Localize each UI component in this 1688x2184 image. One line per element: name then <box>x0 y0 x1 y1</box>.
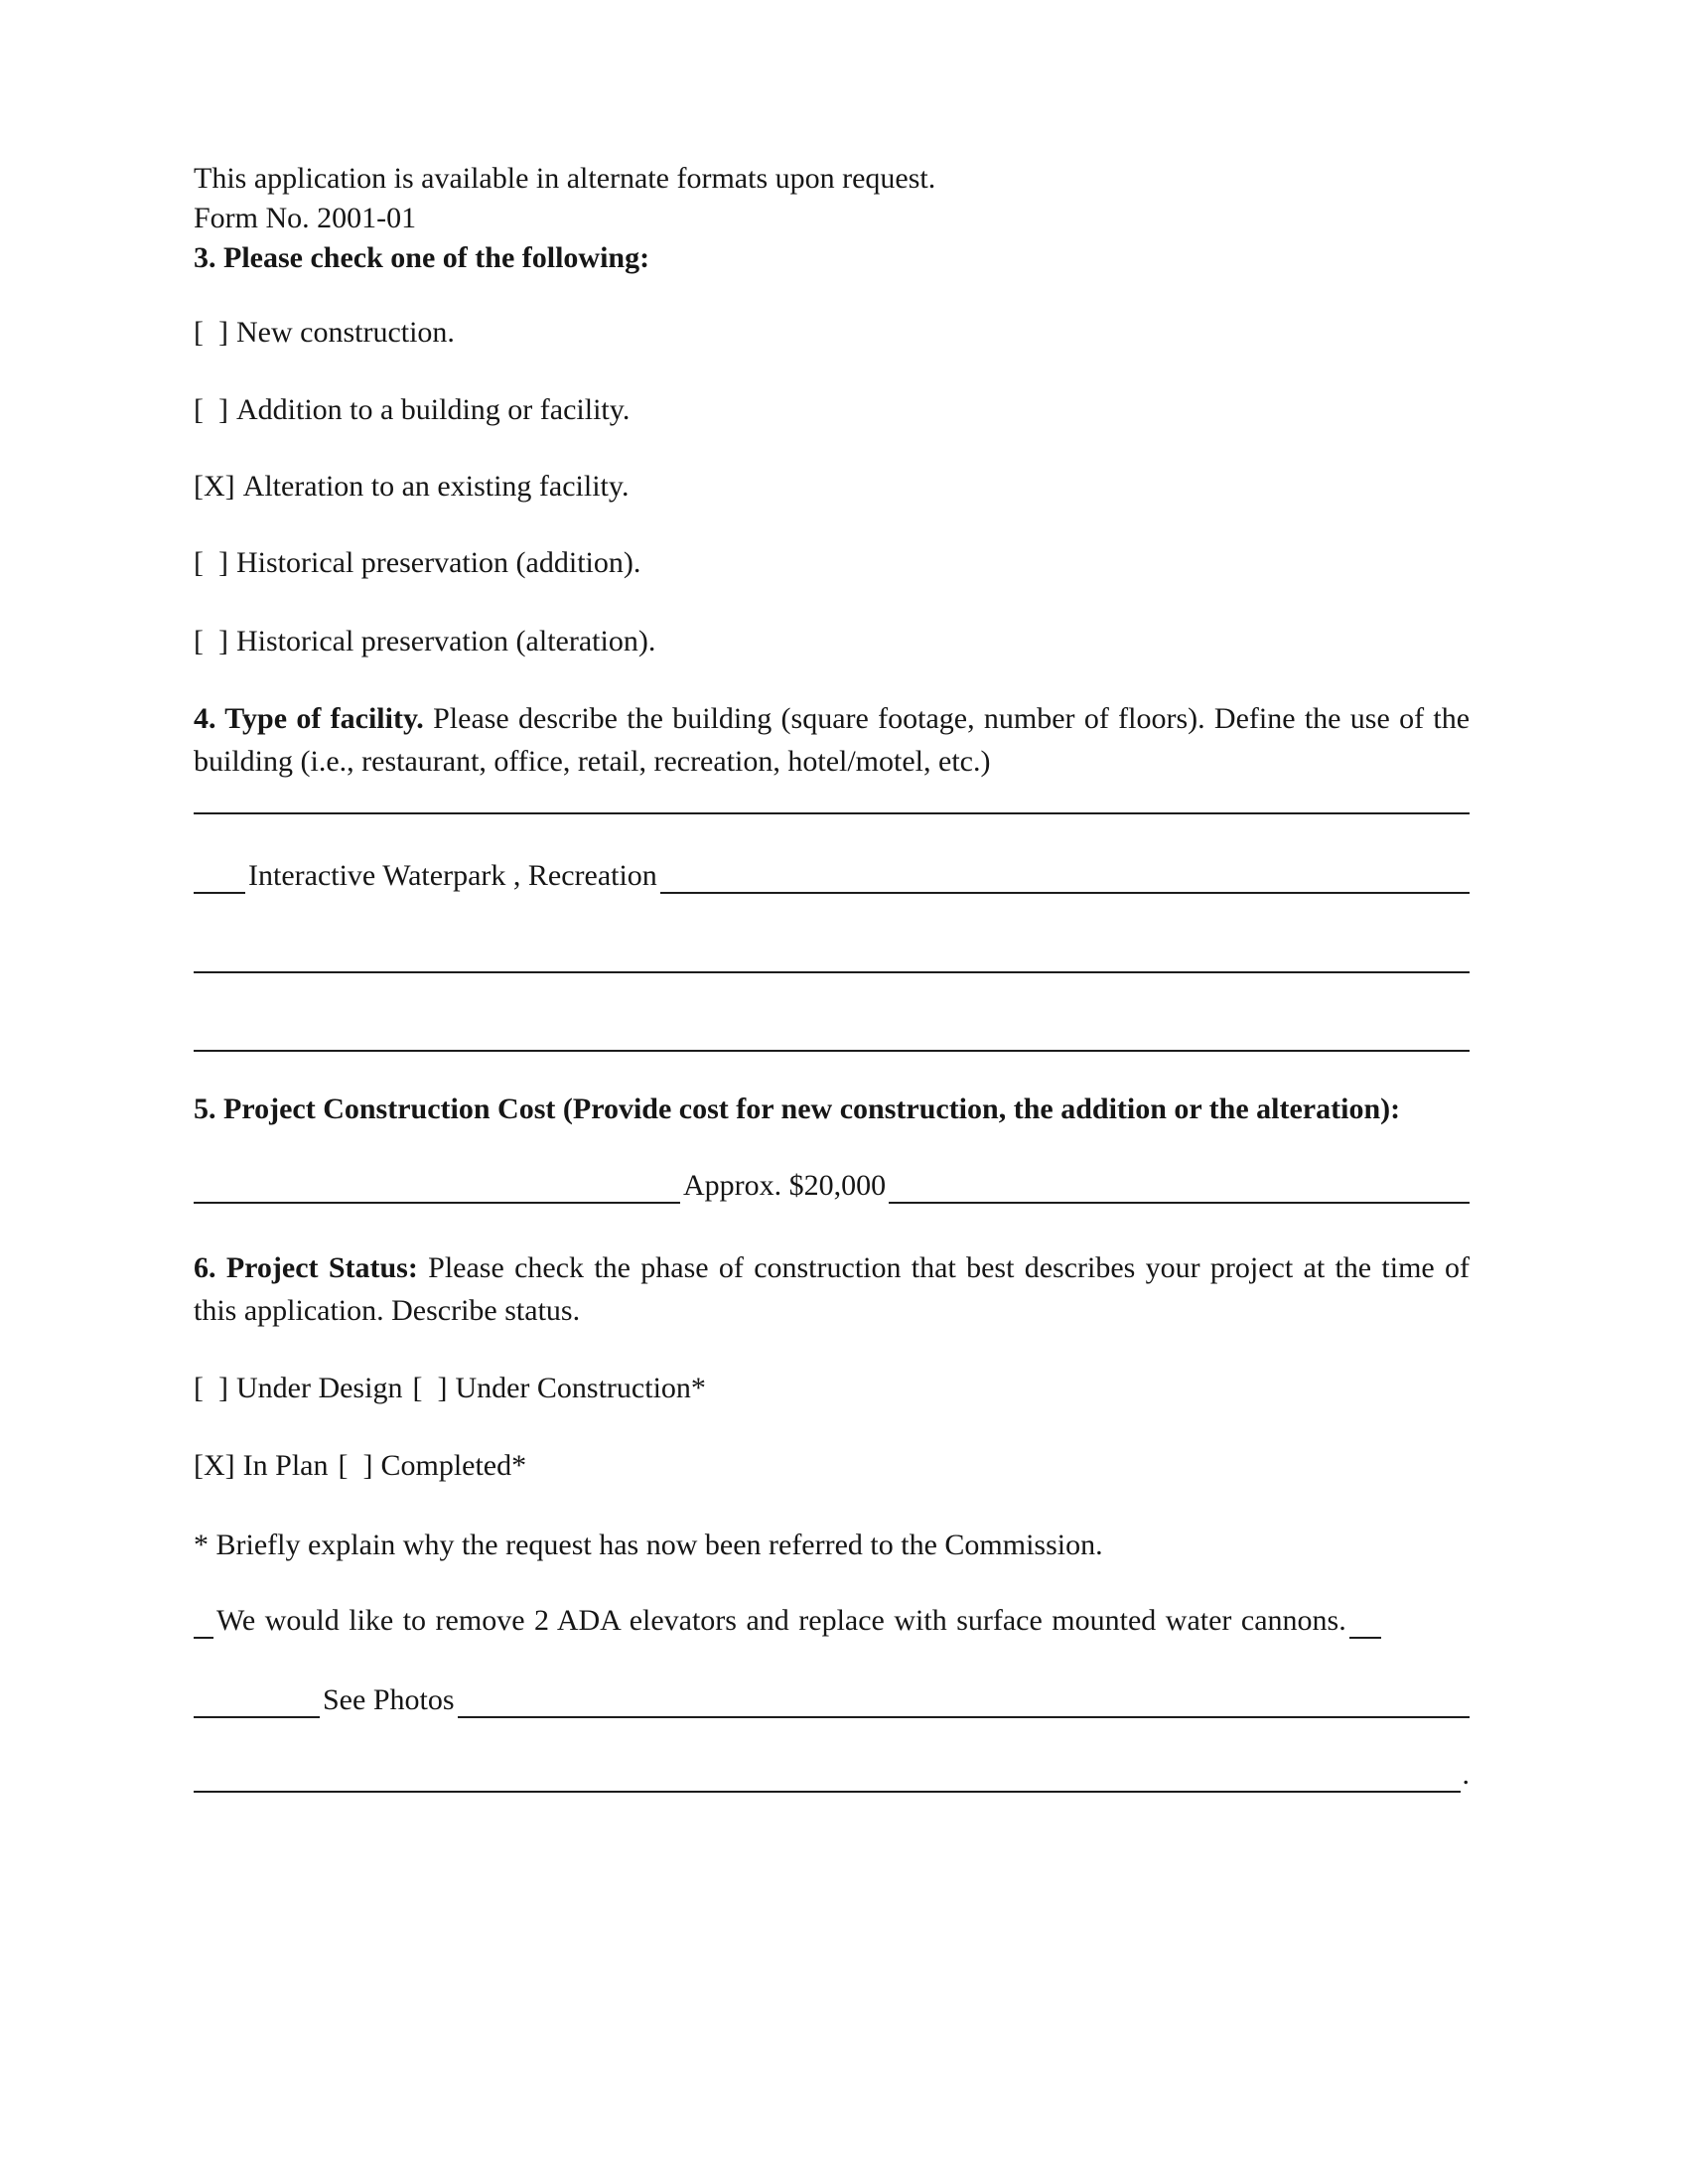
checkbox-option-historical-addition[interactable] <box>194 543 1470 583</box>
alt-formats-note: This application is available in alternate formats upon request. <box>194 162 936 195</box>
underline-lead <box>194 1168 680 1204</box>
checkbox-icon[interactable]: [ ] <box>194 316 228 349</box>
explanation-value: We would like to remove 2 ADA elevators and replace with surface mounted water cannons. <box>216 1604 1346 1637</box>
checkbox-icon[interactable]: [ ] <box>194 625 228 657</box>
blank-answer-line[interactable] <box>194 1050 1470 1052</box>
blank-answer-line[interactable] <box>194 812 1470 814</box>
underline-lead <box>194 1682 320 1718</box>
section6-heading <box>194 1246 1470 1332</box>
blank-answer-line-bottom[interactable] <box>194 1757 1470 1793</box>
checkbox-label: Under Design <box>235 1372 403 1404</box>
checkbox-label: Under Construction* <box>455 1372 706 1404</box>
section4-heading-bold: Type of facility. <box>224 702 424 735</box>
see-photos-value: See Photos <box>323 1683 455 1716</box>
form-number: Form No. 2001-01 <box>194 202 417 234</box>
checkbox-option-addition[interactable] <box>194 390 1470 430</box>
section4-heading <box>194 697 1470 783</box>
checkbox-label: Historical preservation (addition). <box>235 546 641 579</box>
section6-number: 6. <box>194 1251 216 1284</box>
facility-type-field[interactable] <box>194 858 1470 894</box>
underline-trail <box>1349 1603 1381 1639</box>
checkbox-checked-icon[interactable]: [X] <box>194 1449 235 1482</box>
section5-heading <box>194 1088 1470 1130</box>
underline-fill <box>458 1682 1470 1718</box>
checkbox-option-historical-alteration[interactable] <box>194 622 1470 661</box>
underline-lead <box>194 1603 213 1639</box>
checkbox-checked-icon[interactable]: [X] <box>194 470 235 503</box>
construction-cost-field[interactable] <box>194 1168 1470 1204</box>
section4-heading-rest: Please describe the building (square footage, number of floors). Define the use of the building (i.e., restaurant, office, retail, recreation, hotel/motel, etc.) <box>194 702 1471 778</box>
checkbox-icon[interactable]: [ ] <box>412 1372 448 1404</box>
checkbox-icon[interactable]: [ ] <box>194 393 228 426</box>
section3-heading <box>194 238 1470 278</box>
checkbox-option-new-construction[interactable] <box>194 313 1470 353</box>
section3-heading-text: Please check one of the following: <box>223 241 650 274</box>
section5-heading-bold: Project Construction Cost (Provide cost for new construction, the addition or the alteration): <box>223 1092 1401 1125</box>
checkbox-label: Addition to a building or facility. <box>235 393 631 426</box>
underline-fill <box>889 1168 1470 1204</box>
footnote-text: * Briefly explain why the request has now been referred to the Commission. <box>194 1529 1103 1561</box>
checkbox-label: New construction. <box>235 316 455 349</box>
status-row-design-construction <box>194 1369 1470 1408</box>
section5-number: 5. <box>194 1092 216 1125</box>
construction-cost-value: Approx. $20,000 <box>683 1169 887 1202</box>
checkbox-label: Historical preservation (alteration). <box>235 625 656 657</box>
underline-fill <box>660 858 1470 894</box>
checkbox-option-alteration[interactable] <box>194 467 1470 507</box>
section4-number: 4. <box>194 702 216 735</box>
checkbox-label: Completed* <box>380 1449 527 1482</box>
blank-answer-line[interactable] <box>194 971 1470 973</box>
section3-number: 3. <box>194 241 216 274</box>
explanation-field[interactable] <box>194 1603 1470 1639</box>
facility-type-value: Interactive Waterpark , Recreation <box>248 859 657 892</box>
section6-heading-bold: Project Status: <box>225 1251 418 1284</box>
checkbox-icon[interactable]: [ ] <box>194 1372 228 1404</box>
trailing-period: . <box>1462 1758 1470 1791</box>
section6-heading-rest: Please check the phase of construction that best describes your project at the time of this application. Describe status. <box>194 1251 1471 1327</box>
status-row-plan-completed <box>194 1446 1470 1486</box>
header <box>194 159 1470 278</box>
underline-fill <box>194 1757 1461 1793</box>
underline-lead <box>194 858 245 894</box>
checkbox-icon[interactable]: [ ] <box>338 1449 373 1482</box>
checkbox-label: In Plan <box>242 1449 329 1482</box>
see-photos-field[interactable] <box>194 1682 1470 1718</box>
checkbox-icon[interactable]: [ ] <box>194 546 228 579</box>
checkbox-label: Alteration to an existing facility. <box>242 470 630 503</box>
